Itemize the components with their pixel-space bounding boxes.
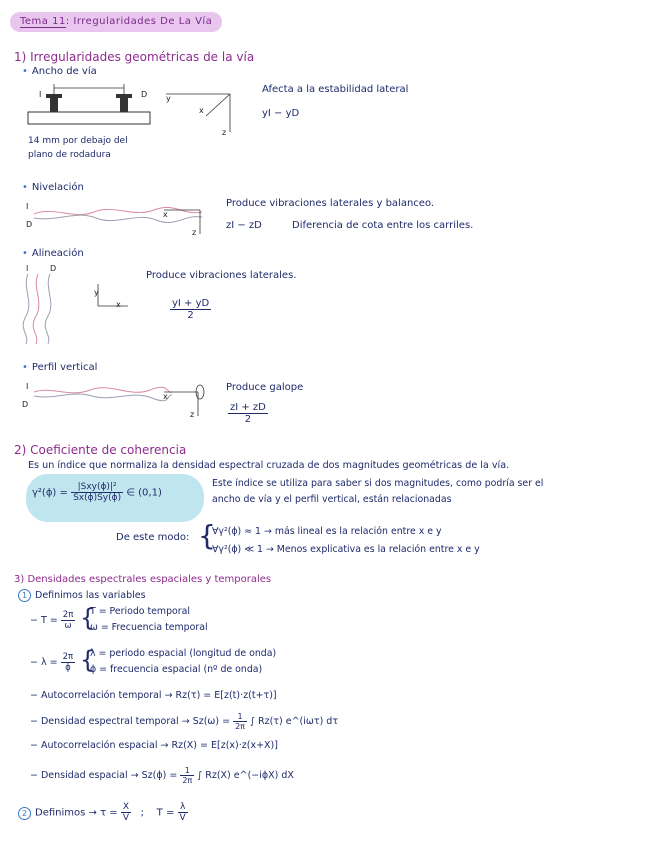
axis-x-label-2: x — [163, 210, 168, 219]
mode-item-1: ∀γ²(ϕ) ≈ 1 → más lineal es la relación entre x e y — [212, 526, 442, 537]
nivelacion-equation-desc: Diferencia de cota entre los carriles. — [292, 220, 474, 231]
mode-item-2: ∀γ²(ϕ) ≪ 1 → Menos explicativa es la relación entre x e y — [212, 544, 480, 555]
alineacion-eq-num: yI + yD — [172, 298, 210, 309]
alineacion-eq-den: 2 — [187, 310, 194, 321]
sub1-text: Definimos las variables — [35, 590, 146, 601]
t2-num: λ — [178, 802, 188, 813]
period-den: ω — [64, 621, 72, 631]
axis-x-label-3: x — [116, 300, 121, 309]
bullet-ancho: • Ancho de vía — [22, 66, 97, 77]
density-temporal-coef-num: 1 — [233, 712, 247, 722]
alineacion-diagram — [20, 274, 60, 344]
axis-y-label-3: y — [94, 288, 99, 297]
axes-nivelacion — [164, 206, 204, 236]
t2-lhs: T = — [156, 807, 175, 819]
nivelacion-left-bottom: D — [26, 220, 33, 229]
wavelength-den: ϕ — [65, 663, 71, 673]
bullet-perfil: • Perfil vertical — [22, 362, 97, 373]
wavelength-def-1: λ = periodo espacial (longitud de onda) — [90, 648, 277, 659]
period-lhs: − T = — [30, 615, 58, 626]
nivelacion-left-top: I — [26, 202, 29, 211]
period-num: 2π — [62, 610, 74, 620]
sub2-text: Definimos → — [35, 807, 97, 819]
density-spatial — [30, 766, 294, 785]
section3-heading: 3) Densidades espectrales espaciales y temporales — [14, 574, 272, 585]
nivelacion-equation: zI − zD — [226, 220, 262, 231]
ancho-description: Afecta a la estabilidad lateral — [262, 84, 409, 95]
coherence-intro: Es un índice que normaliza la densidad espectral cruzada de dos magnitudes geométricas de la vía. — [28, 460, 510, 471]
axes-alineacion — [96, 284, 132, 308]
density-spatial-coef-den: 2π — [182, 776, 193, 785]
ancho-equation: yI − yD — [262, 108, 300, 119]
autocorrelation-temporal: − Autocorrelación temporal → Rz(τ) = E[z(t)·z(t+τ)] — [30, 690, 277, 701]
density-spatial-coef-num: 1 — [180, 766, 194, 776]
perfil-equation — [228, 402, 268, 425]
autocorrelation-spatial: − Autocorrelación espacial → Rz(X) = E[z(x)·z(x+X)] — [30, 740, 278, 751]
alineacion-left-label: I — [26, 264, 29, 273]
coherence-rhs: ∈ (0,1) — [126, 487, 162, 499]
density-temporal-lhs: − Densidad espectral temporal → Sz(ω) = — [30, 716, 231, 727]
density-temporal — [30, 712, 338, 731]
period-def-1: T = Periodo temporal — [90, 606, 190, 617]
wavelength-num: 2π — [62, 652, 74, 662]
perfil-eq-num: zI + zD — [230, 402, 266, 413]
density-spatial-lhs: − Densidad espacial → Sz(ϕ) = — [30, 770, 178, 781]
separator: ; — [140, 807, 144, 819]
perfil-diagram — [34, 384, 174, 404]
t2-den: V — [179, 813, 186, 823]
ancho-note-line2: plano de rodadura — [28, 150, 111, 160]
axis-x-label-4: x — [163, 392, 168, 401]
axis-y-label: y — [166, 94, 171, 103]
sub2-number: 2 — [18, 807, 31, 820]
alineacion-right-label: D — [50, 264, 57, 273]
title-prefix: Tema 11 — [20, 16, 66, 27]
coherence-explain-1: Este índice se utiliza para saber si dos magnitudes, como podría ser el — [212, 478, 544, 489]
density-temporal-tail: ∫ Rz(τ) e^(iωτ) dτ — [250, 716, 339, 727]
wavelength-lhs: − λ = — [30, 657, 58, 668]
title-rest: : Irregularidades De La Vía — [65, 16, 213, 27]
section2-heading: 2) Coeficiente de coherencia — [14, 443, 187, 457]
axis-z-label-4: z — [190, 410, 195, 419]
tau-lhs: τ = — [100, 807, 118, 819]
alineacion-description: Produce vibraciones laterales. — [146, 270, 297, 281]
density-temporal-coef-den: 2π — [235, 722, 245, 731]
period-brace: { — [80, 604, 96, 632]
bullet-nivelacion: • Nivelación — [22, 182, 84, 193]
nivelacion-description: Produce vibraciones laterales y balanceo. — [226, 198, 435, 209]
coherence-den: Sx(ϕ)Sy(ϕ) — [73, 493, 122, 503]
tau-den: V — [122, 813, 130, 823]
period-def-2: ω = Frecuencia temporal — [90, 622, 208, 633]
page-title — [10, 12, 222, 32]
axis-x-label: x — [199, 106, 204, 115]
coherence-num: |Sxy(ϕ)|² — [71, 482, 123, 493]
perfil-left-top: I — [26, 382, 29, 391]
rail-left-label: I — [39, 90, 42, 99]
perfil-eq-den: 2 — [244, 414, 252, 425]
density-spatial-tail: ∫ Rz(X) e^(−iϕX) dX — [197, 770, 294, 781]
mode-label: De este modo: — [116, 532, 190, 543]
mode-brace: { — [198, 519, 216, 552]
alineacion-equation — [170, 298, 211, 321]
wavelength-def-2: ϕ = frecuencia espacial (nº de onda) — [90, 664, 263, 675]
perfil-description: Produce galope — [226, 382, 304, 393]
coherence-explain-2: ancho de vía y el perfil vertical, están relacionadas — [212, 494, 452, 505]
sub2-line — [18, 802, 188, 823]
axis-z-label: z — [222, 128, 227, 137]
perfil-left-bottom: D — [22, 400, 29, 409]
axis-z-label-2: z — [192, 228, 197, 237]
wavelength-brace: { — [80, 646, 96, 674]
coherence-formula — [32, 482, 162, 503]
period-definition — [30, 610, 75, 631]
ancho-note-line1: 14 mm por debajo del — [28, 136, 128, 146]
bullet-alineacion: • Alineación — [22, 248, 84, 259]
tau-num: X — [122, 802, 130, 812]
sub1-number: 1 — [18, 589, 31, 602]
section1-heading: 1) Irregularidades geométricas de la vía — [14, 50, 255, 64]
wavelength-definition — [30, 652, 75, 673]
sub1-line — [18, 589, 146, 602]
coherence-lhs: γ²(ϕ) = — [32, 487, 68, 499]
rail-right-label: D — [141, 90, 148, 99]
axes-perfil — [164, 386, 208, 418]
